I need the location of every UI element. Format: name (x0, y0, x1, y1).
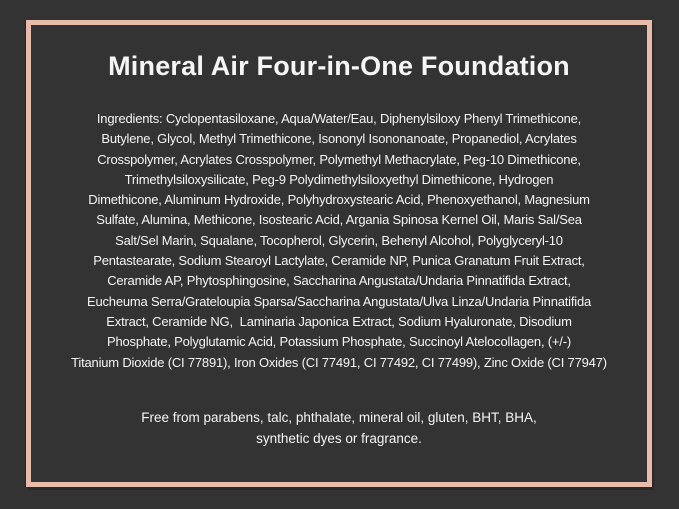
ingredients-list (71, 109, 607, 373)
product-title: Mineral Air Four-in-One Foundation (108, 51, 570, 81)
text-line: synthetic dyes or fragrance. (256, 430, 422, 446)
text-line: Crosspolymer, Acrylates Crosspolymer, Polymethyl Methacrylate, Peg-10 Dimethicone, (97, 151, 581, 167)
text-line: Ceramide AP, Phytosphingosine, Saccharina Angustata/Undaria Pinnatifida Extract, (107, 273, 571, 289)
free-from-statement (141, 407, 536, 449)
text-line: Ingredients: Cyclopentasiloxane, Aqua/Water/Eau, Diphenylsiloxy Phenyl Trimethicone, (96, 111, 582, 126)
text-line: Dimethicone, Aluminum Hydroxide, Polyhydroxystearic Acid, Phenoxyethanol, Magnesium (88, 192, 590, 208)
text-line: Salt/Sel Marin, Squalane, Tocopherol, Glycerin, Behenyl Alcohol, Polyglyceryl-10 (115, 232, 563, 248)
text-line: Sulfate, Alumina, Methicone, Isostearic Acid, Argania Spinosa Kernel Oil, Maris Sal/Sea (96, 212, 582, 228)
text-line: Phosphate, Polyglutamic Acid, Potassium Phosphate, Succinoyl Atelocollagen, (+/-) (107, 334, 571, 350)
text-line: Eucheuma Serra/Grateloupia Sparsa/Saccharina Angustata/Ulva Linza/Undaria Pinnatifida (86, 293, 592, 309)
text-line: Pentastearate, Sodium Stearoyl Lactylate, Ceramide NP, Punica Granatum Fruit Extract, (93, 253, 585, 269)
text-line: Titanium Dioxide (CI 77891), Iron Oxides (CI 77491, CI 77492, CI 77499), Zinc Oxide (CI 77947) (71, 354, 607, 370)
border-frame (26, 20, 652, 487)
text-line: Extract, Ceramide NG, Laminaria Japonica Extract, Sodium Hyaluronate, Disodium (106, 313, 572, 329)
text-line: Trimethylsiloxysilicate, Peg-9 Polydimethylsiloxyethyl Dimethicone, Hydrogen (124, 171, 554, 187)
text-line: Free from parabens, talc, phthalate, mineral oil, gluten, BHT, BHA, (141, 409, 537, 425)
text-line: Butylene, Glycol, Methyl Trimethicone, Isononyl Isononanoate, Propanediol, Acrylates (101, 131, 577, 147)
